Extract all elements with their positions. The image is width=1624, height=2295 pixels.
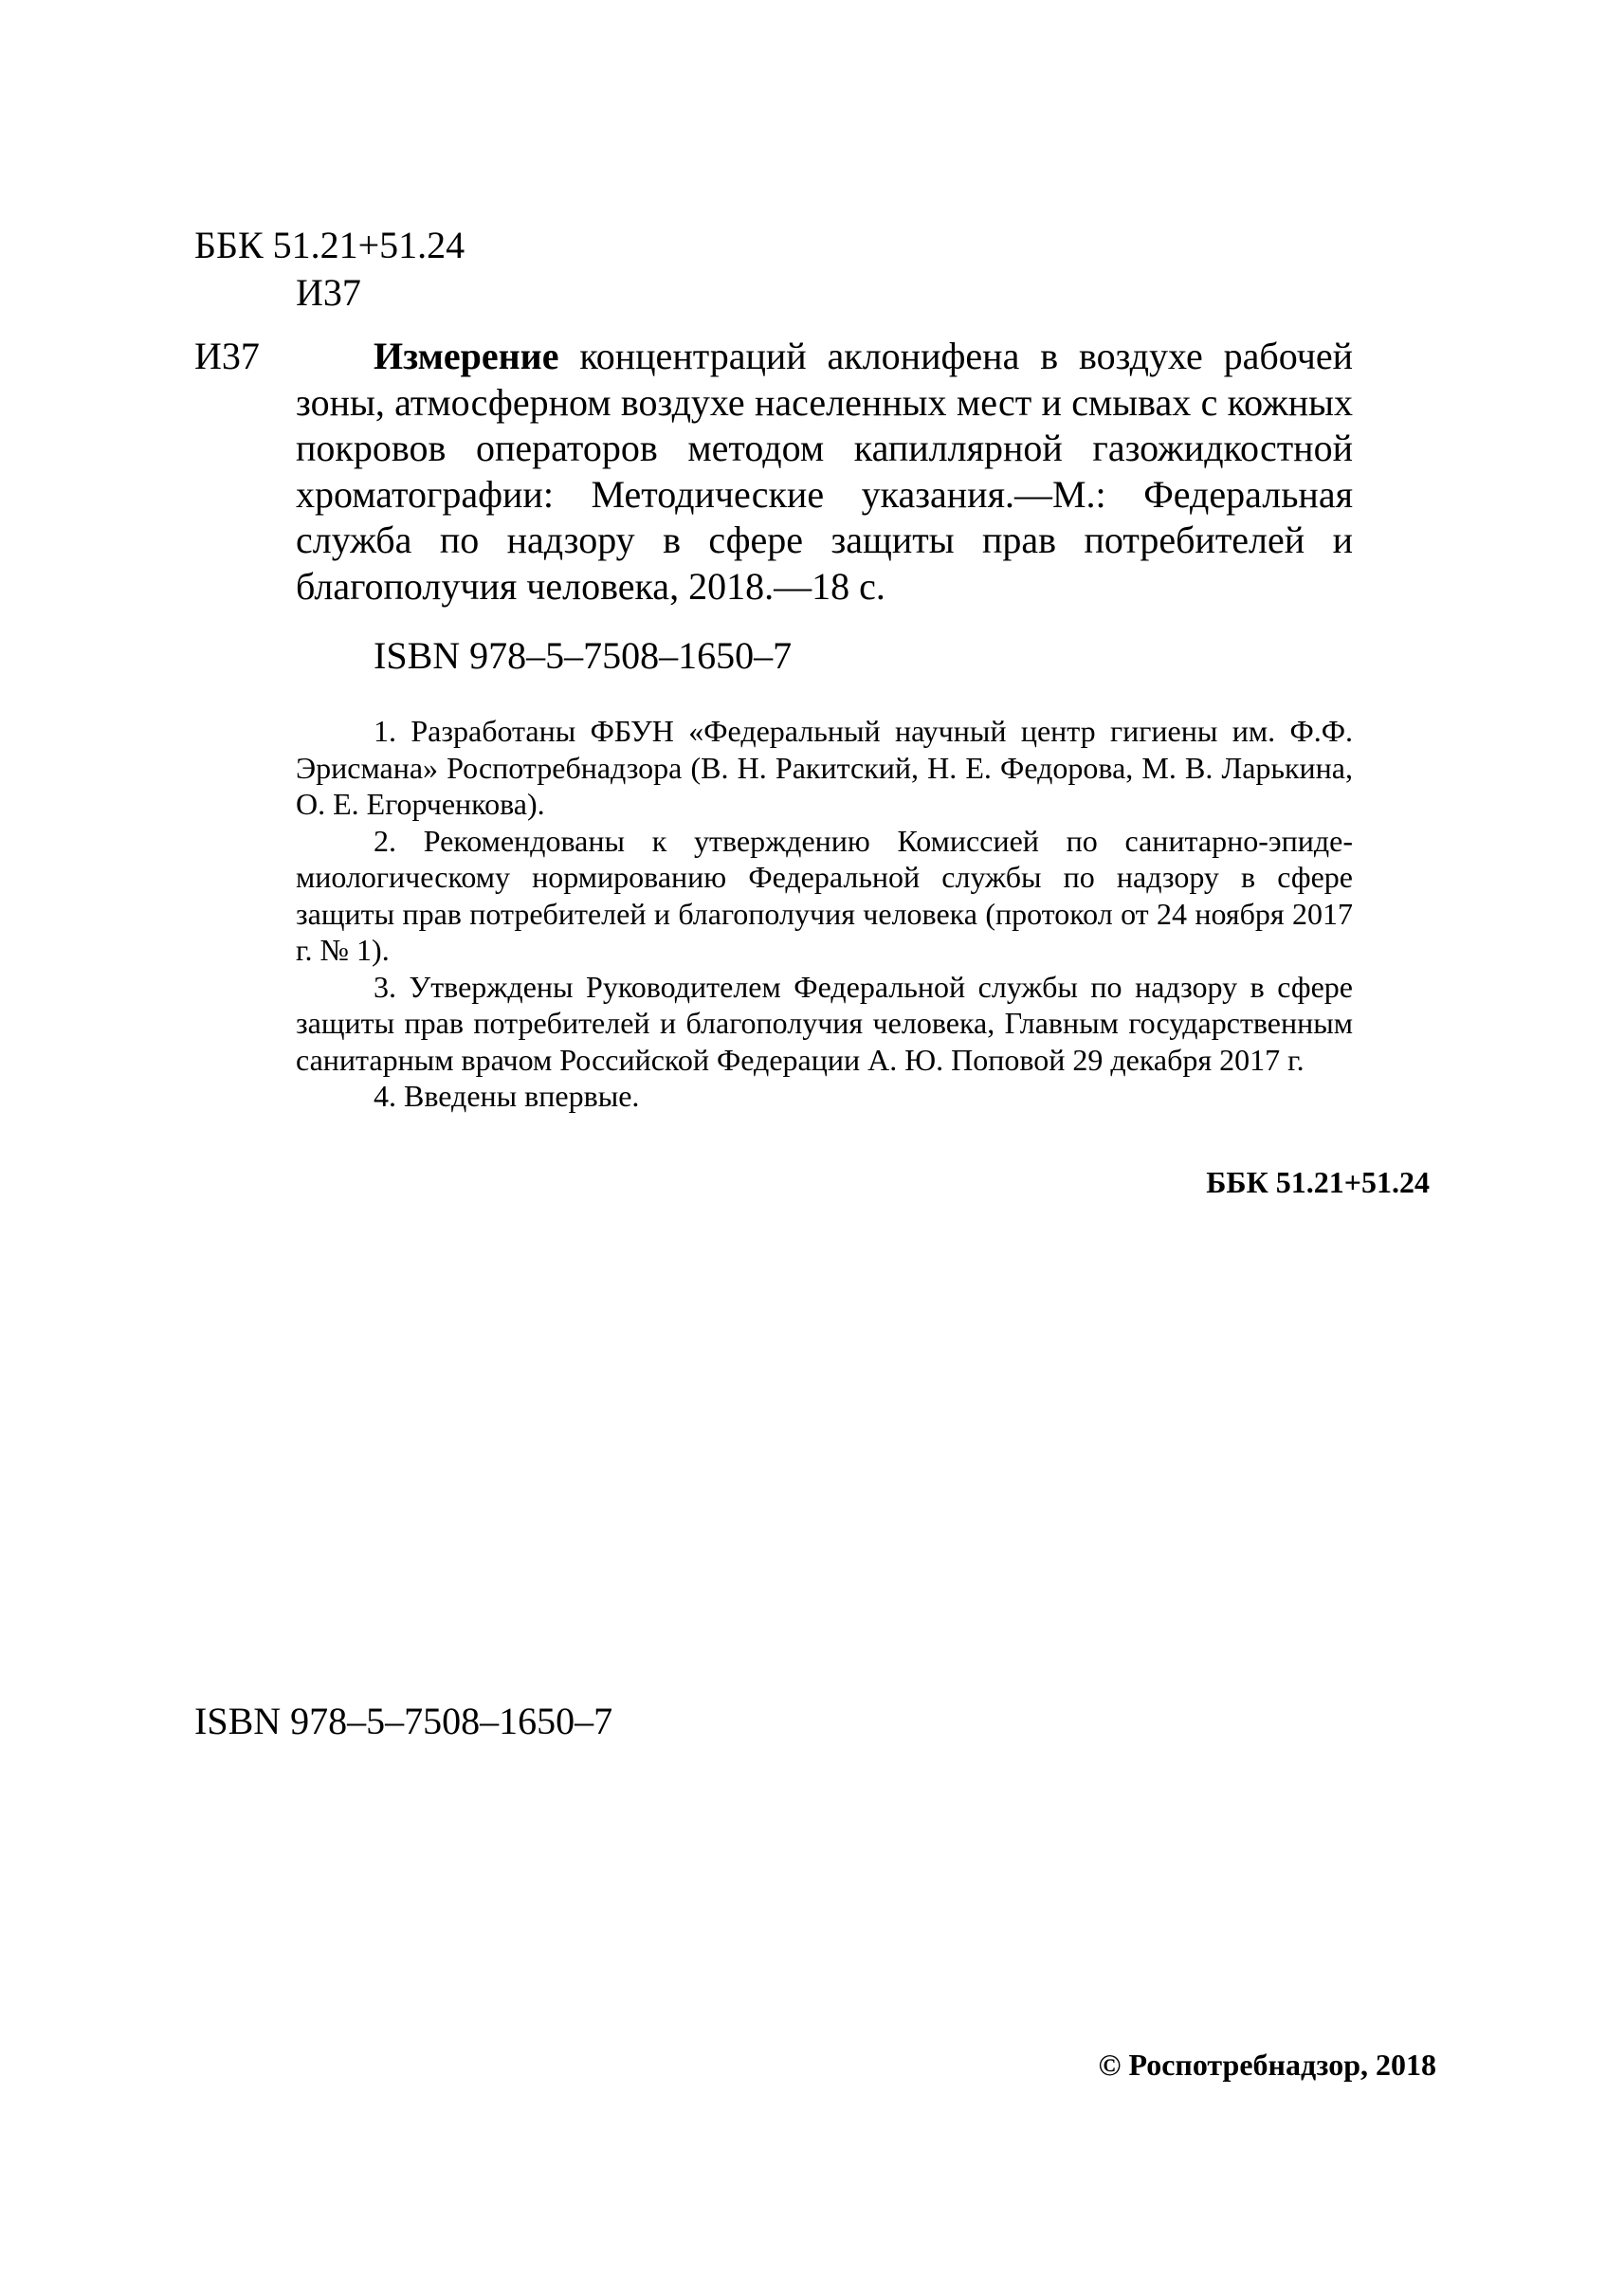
note-item-2: 2. Рекомендованы к утверждению Комиссией по санитарно-эпидемиологическому нормированию Федеральной службы по надзору в сфере защиты прав потребителей и благополучия человека (протокол от 24 ноября 2017 г. № 1). xyxy=(296,823,1353,967)
bbk-code-right: ББК 51.21+51.24 xyxy=(1206,1165,1430,1199)
note-item-1: 1. Разработаны ФБУН «Федеральный научный центр гигиены им. Ф.Ф. Эрисмана» Роспотребнадзора (В. Н. Ракитский, Н. Е. Федорова, М. В. Ларькина, О. Е. Егорченкова). xyxy=(296,714,1353,821)
isbn-bottom: ISBN 978–5–7508–1650–7 xyxy=(194,1700,613,1742)
isbn-middle: ISBN 978–5–7508–1650–7 xyxy=(374,634,793,677)
entry-description-text: концентраций аклонифена в воздухе рабочей зоны, атмосферном воздухе населенных мест и смывах с кожных покровов операторов методом капиллярной газожидкостной хроматографии: Методические указания.—М.: Федеральная служба по надзору в сфере защиты прав потребителей и благополучия человека, 2018.—18 с. xyxy=(296,335,1353,608)
author-mark-top: И37 xyxy=(296,271,361,314)
entry-author-mark: И37 xyxy=(194,335,260,377)
bbk-code-top: ББК 51.21+51.24 xyxy=(194,224,465,266)
note-item-4: 4. Введены впервые. xyxy=(374,1079,640,1113)
entry-title-bold: Измерение xyxy=(374,335,559,377)
notes-block xyxy=(296,713,1353,1115)
copyright-notice: © Роспотребнадзор, 2018 xyxy=(1098,2048,1436,2082)
bibliographic-description xyxy=(296,334,1353,610)
note-item-3: 3. Утверждены Руководителем Федеральной службы по надзору в сфере защиты прав потребителей и благополучия человека, Главным государственным санитарным врачом Российской Федерации А. Ю. Поповой 29 декабря 2017 г. xyxy=(296,969,1353,1077)
